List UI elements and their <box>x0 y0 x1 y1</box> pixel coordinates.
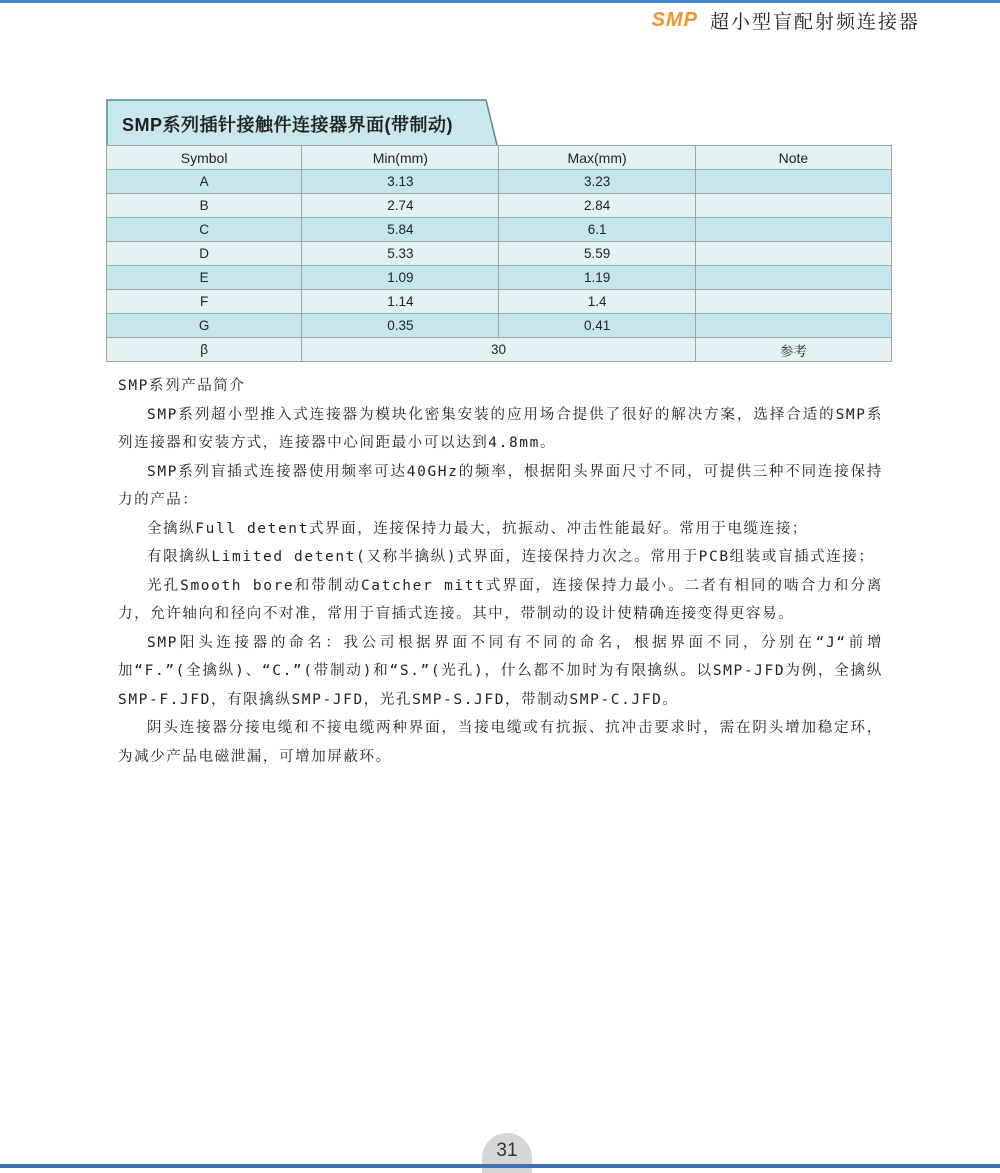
dimension-table <box>106 145 892 362</box>
intro-paragraph: 全擒纵Full detent式界面，连接保持力最大，抗振动、冲击性能最好。常用于电缆连接； <box>147 520 809 537</box>
cell-symbol: B <box>107 194 302 218</box>
column-header-symbol: Symbol <box>107 146 302 170</box>
series-name: 超小型盲配射频连接器 <box>709 11 920 33</box>
cell-symbol: A <box>107 170 302 194</box>
running-header <box>652 7 920 34</box>
cell-max: 6.1 <box>499 218 695 242</box>
intro-paragraph: SMP系列盲插式连接器使用频率可达40GHz的频率，根据阳头界面尺寸不同，可提供三种不同连接保持力的产品： <box>118 463 883 508</box>
cell-min: 1.14 <box>302 290 499 314</box>
bottom-accent-bar <box>0 1164 1000 1168</box>
cell-note <box>695 266 891 290</box>
cell-max: 1.19 <box>499 266 695 290</box>
column-header-max: Max(mm) <box>499 146 695 170</box>
cell-note <box>695 242 891 266</box>
cell-min: 5.33 <box>302 242 499 266</box>
intro-paragraph: 有限擒纵Limited detent(又称半擒纵)式界面，连接保持力次之。常用于PCB组装或盲插式连接； <box>147 549 875 565</box>
cell-min: 0.35 <box>302 314 499 338</box>
intro-paragraph: 光孔Smooth bore和带制动Catcher mitt式界面，连接保持力最小。二者有相同的啮合力和分离力，允许轴向和径向不对准，常用于盲插式连接。其中，带制动的设计使精确连接变得更容易。 <box>118 577 883 622</box>
table-row <box>107 290 892 314</box>
column-header-note: Note <box>695 146 891 170</box>
cell-min: 3.13 <box>302 170 499 194</box>
section-title: SMP系列插针接触件连接器界面(带制动) <box>122 115 453 135</box>
table-row <box>107 218 892 242</box>
cell-note <box>695 194 891 218</box>
cell-max: 5.59 <box>499 242 695 266</box>
column-header-min: Min(mm) <box>302 146 499 170</box>
cell-note <box>695 314 891 338</box>
cell-symbol: G <box>107 314 302 338</box>
intro-heading: SMP系列产品简介 <box>118 378 246 394</box>
cell-symbol: E <box>107 266 302 290</box>
table-row <box>107 170 892 194</box>
cell-symbol: D <box>107 242 302 266</box>
cell-max: 1.4 <box>499 290 695 314</box>
cell-symbol: C <box>107 218 302 242</box>
cell-min: 1.09 <box>302 266 499 290</box>
table-header-row <box>107 146 892 170</box>
table-row <box>107 194 892 218</box>
cell-note <box>695 170 891 194</box>
table-row <box>107 266 892 290</box>
cell-symbol: F <box>107 290 302 314</box>
cell-max: 0.41 <box>499 314 695 338</box>
brand-logo: SMP <box>651 9 698 31</box>
table-row <box>107 314 892 338</box>
intro-paragraph: SMP阳头连接器的命名：我公司根据界面不同有不同的命名，根据界面不同，分别在“J“前增加“F.”(全擒纵)、“C.”(带制动)和“S.”(光孔)，什么都不加时为有限擒纵。以SMP-JFD为例，全擒纵SMP-F.JFD，有限擒纵SMP-JFD，光孔SMP-S.JFD，带制动SMP-C.JFD。 <box>118 634 883 708</box>
section-title-tab <box>106 99 498 145</box>
page-number: 31 <box>496 1140 518 1161</box>
intro-paragraph: SMP系列超小型推入式连接器为模块化密集安装的应用场合提供了很好的解决方案，选择合适的SMP系列连接器和安装方式，连接器中心间距最小可以达到4.8mm。 <box>118 406 883 451</box>
cell-max: 2.84 <box>499 194 695 218</box>
cell-min: 2.74 <box>302 194 499 218</box>
product-intro <box>118 372 883 771</box>
intro-paragraph: 阴头连接器分接电缆和不接电缆两种界面，当接电缆或有抗振、抗冲击要求时，需在阴头增加稳定环，为减少产品电磁泄漏，可增加屏蔽环。 <box>118 720 883 765</box>
cell-note: 参考 <box>695 338 891 362</box>
cell-symbol: β <box>107 338 302 362</box>
cell-beta-value: 30 <box>302 338 696 362</box>
cell-min: 5.84 <box>302 218 499 242</box>
table-row-beta <box>107 338 892 362</box>
cell-note <box>695 218 891 242</box>
cell-max: 3.23 <box>499 170 695 194</box>
table-row <box>107 242 892 266</box>
top-accent-bar <box>0 0 1000 3</box>
cell-note <box>695 290 891 314</box>
